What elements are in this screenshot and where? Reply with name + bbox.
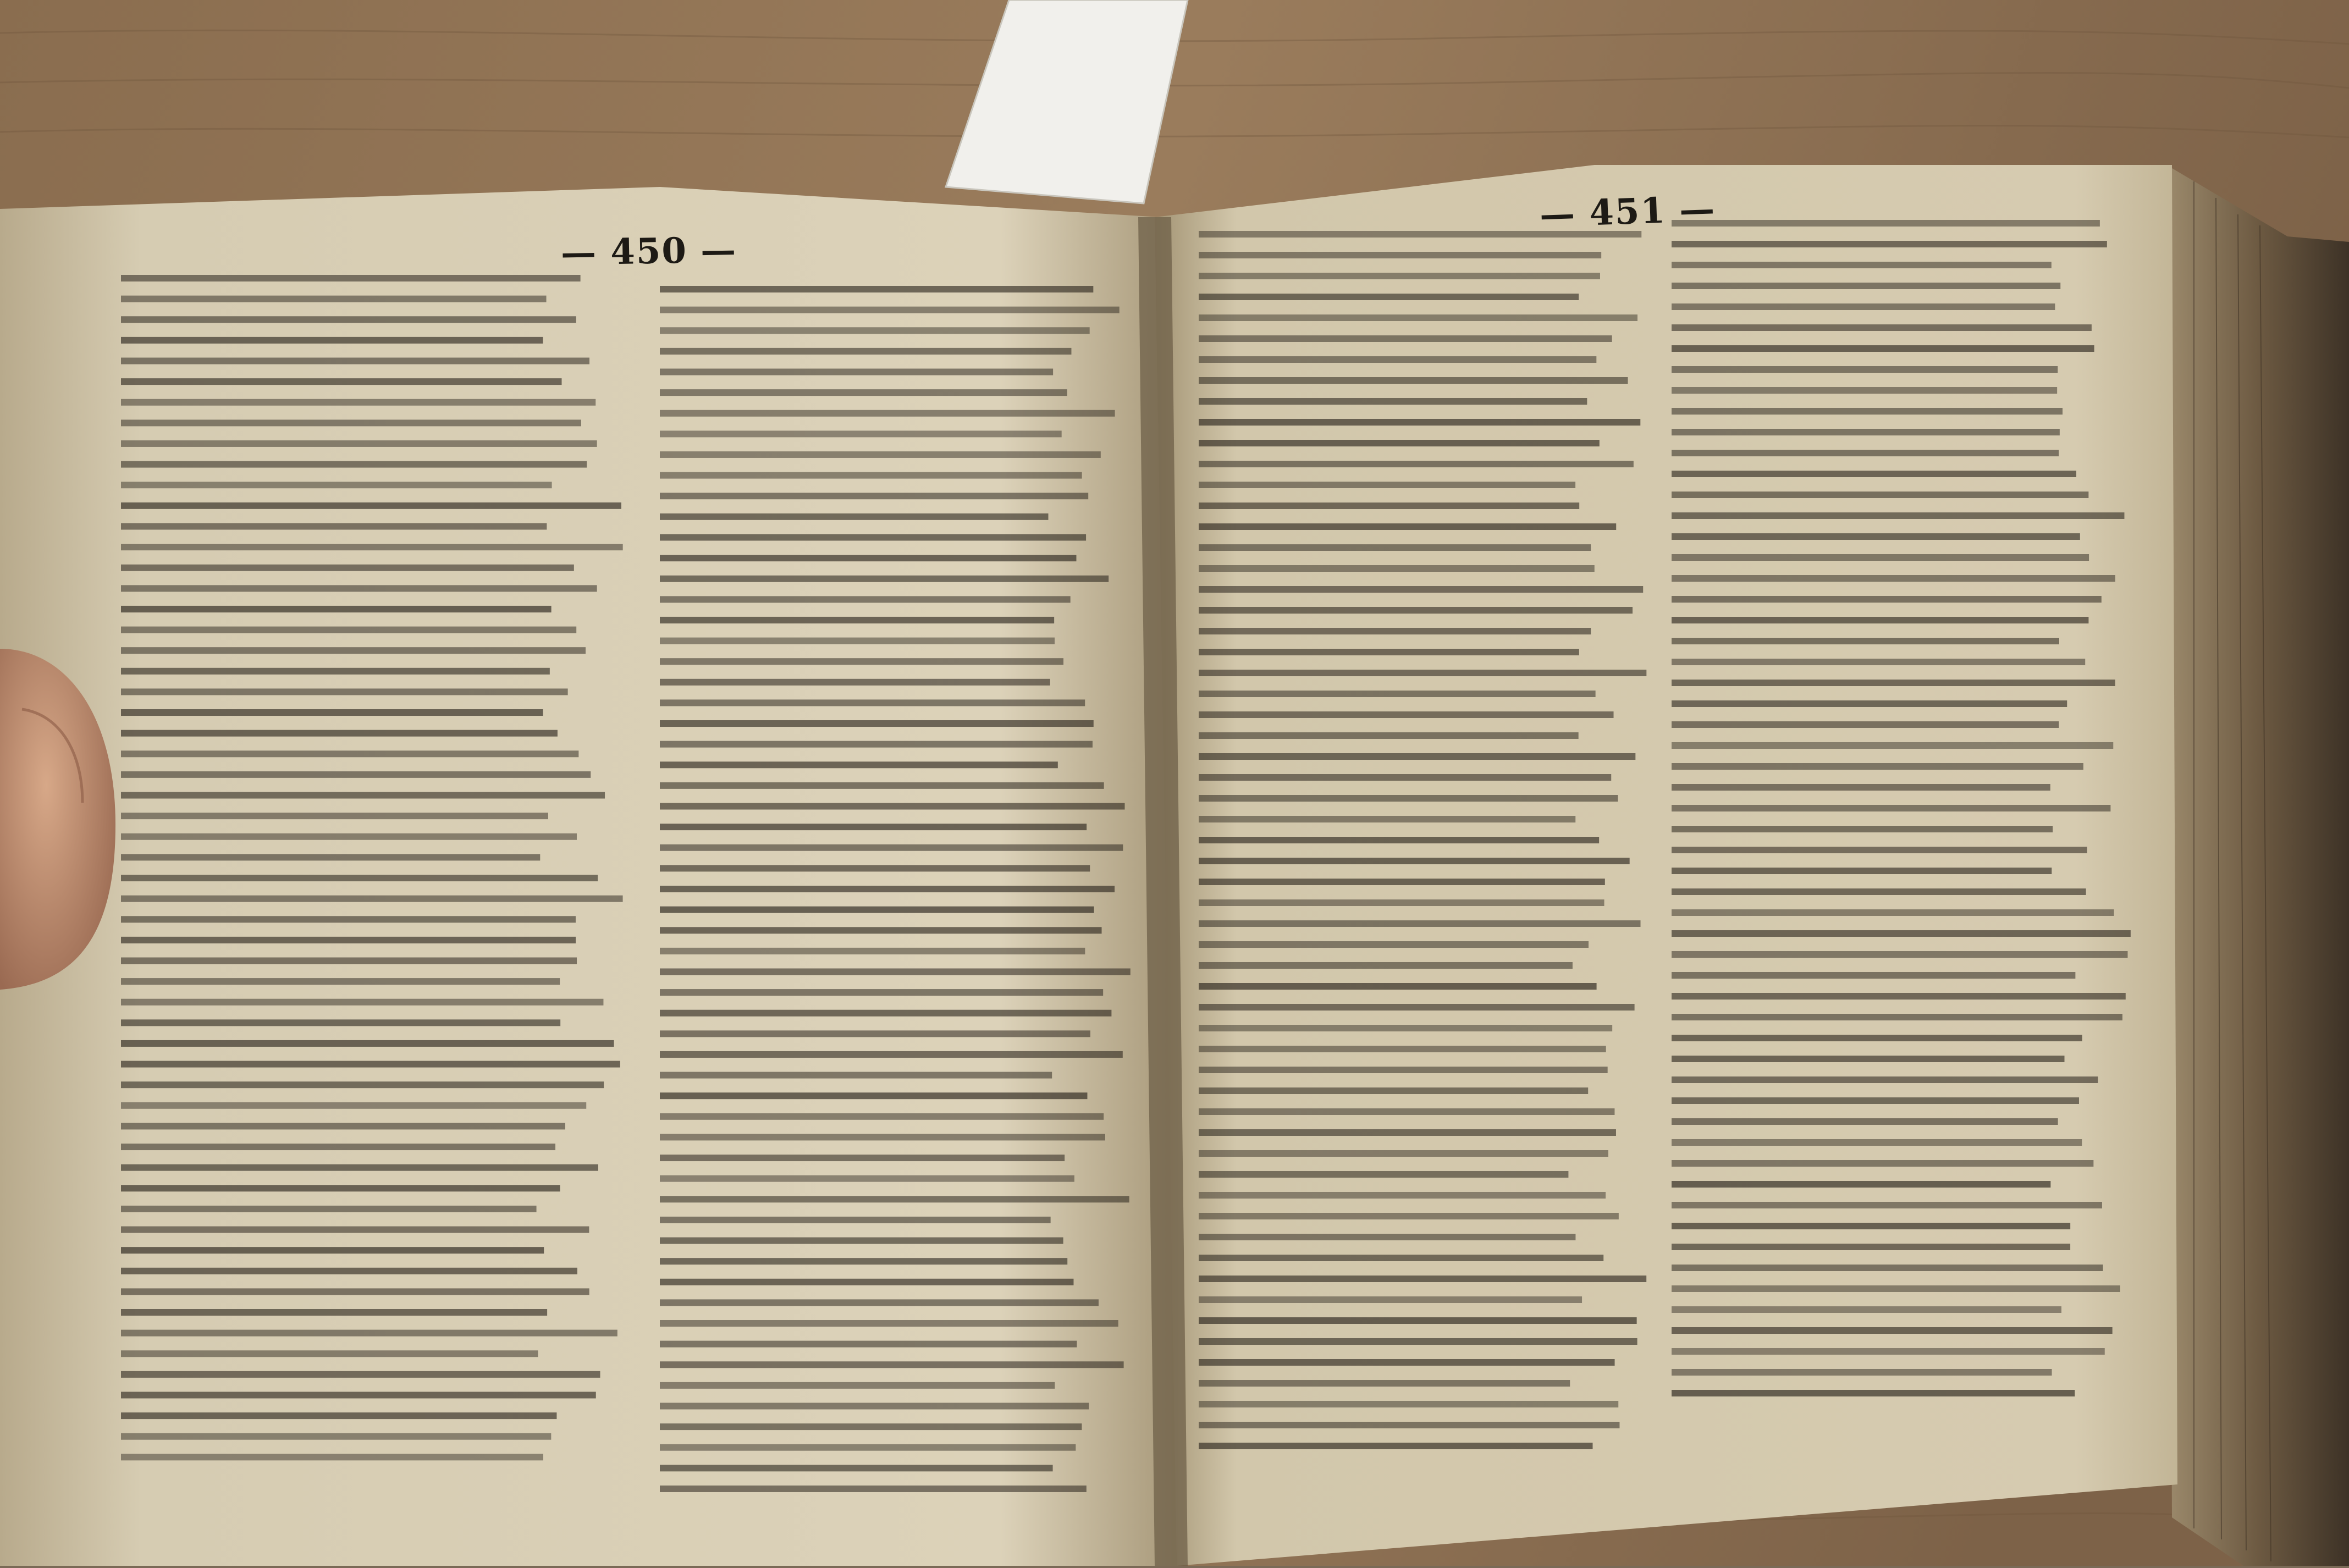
text-line [121, 896, 623, 902]
text-line [660, 699, 1085, 706]
text-line [1199, 356, 1596, 363]
text-line [1199, 1234, 1575, 1240]
text-line [660, 638, 1055, 644]
text-line [1672, 1097, 2079, 1104]
text-line [121, 957, 577, 964]
text-line [660, 617, 1054, 623]
text-line [1672, 429, 2060, 435]
text-line [1672, 1139, 2082, 1146]
text-line [1199, 1192, 1606, 1199]
text-line [1672, 1014, 2122, 1020]
text-line [660, 907, 1094, 913]
text-line [1199, 1359, 1615, 1366]
text-line [121, 668, 550, 675]
text-line [660, 1155, 1065, 1161]
text-line [1672, 1202, 2102, 1208]
text-line [121, 771, 591, 778]
text-line [1672, 868, 2052, 874]
text-line [1199, 753, 1635, 760]
text-line [660, 307, 1120, 313]
text-line [1672, 930, 2131, 937]
text-line [660, 679, 1050, 686]
text-line [1199, 649, 1579, 655]
text-line [1199, 1213, 1619, 1219]
text-line [121, 999, 603, 1006]
text-line [1199, 1025, 1612, 1031]
text-line [660, 1258, 1067, 1265]
text-line [1199, 941, 1589, 948]
text-line [660, 1403, 1089, 1409]
text-line [121, 833, 577, 840]
text-line [1199, 419, 1640, 426]
text-line [660, 865, 1090, 871]
text-line [660, 844, 1123, 851]
text-line [660, 327, 1090, 334]
text-line [1672, 262, 2052, 268]
text-line [1672, 596, 2102, 603]
text-line [1199, 503, 1579, 509]
text-line [1672, 680, 2115, 686]
text-line [660, 1320, 1118, 1327]
text-line [1672, 1076, 2098, 1083]
text-line [121, 296, 547, 302]
text-line [121, 916, 576, 923]
text-line [121, 792, 605, 799]
text-line [121, 1371, 600, 1378]
text-line [660, 741, 1093, 748]
text-line [1672, 575, 2115, 582]
text-line [1672, 888, 2086, 895]
text-line [121, 647, 586, 654]
text-line [121, 1433, 551, 1440]
text-line [1199, 586, 1643, 593]
text-line [1199, 440, 1600, 446]
text-line [121, 1206, 537, 1212]
text-line [1672, 1056, 2065, 1062]
text-line [121, 978, 560, 985]
text-line [1199, 879, 1605, 885]
text-line [121, 1144, 555, 1150]
text-line [121, 854, 540, 860]
text-line [121, 419, 581, 426]
text-line [1672, 450, 2059, 456]
text-line [660, 1217, 1051, 1223]
text-line [1199, 691, 1596, 697]
text-line [1199, 1067, 1608, 1073]
text-line [660, 782, 1104, 789]
text-line [1199, 252, 1601, 258]
text-line [1672, 763, 2083, 770]
text-line [660, 1175, 1074, 1182]
text-line [1672, 972, 2075, 979]
text-line [121, 1309, 547, 1316]
text-line [660, 514, 1049, 520]
text-line [1672, 283, 2060, 289]
text-line [1672, 554, 2089, 561]
text-line [121, 1164, 598, 1171]
text-line [660, 1092, 1087, 1099]
text-line [1199, 1317, 1637, 1324]
text-line [660, 534, 1086, 540]
text-line [1672, 1369, 2052, 1376]
text-line [1672, 805, 2110, 811]
text-line [121, 1268, 577, 1274]
text-line [121, 399, 595, 406]
text-line [121, 875, 598, 881]
text-line [1199, 294, 1579, 300]
text-line [1672, 220, 2100, 227]
text-line [660, 824, 1087, 830]
text-line [1199, 377, 1628, 384]
text-line [1672, 1118, 2058, 1125]
text-line [1199, 1255, 1603, 1261]
text-line [121, 1330, 617, 1337]
text-line [1199, 711, 1614, 718]
text-line [660, 389, 1067, 396]
text-line [660, 968, 1131, 975]
text-line [660, 1423, 1082, 1430]
text-line [660, 1196, 1129, 1202]
text-line [1199, 1129, 1616, 1136]
text-line [1199, 899, 1604, 906]
text-line [1672, 617, 2088, 623]
text-line [1199, 670, 1646, 676]
text-line [660, 1113, 1104, 1120]
text-line [1199, 732, 1579, 739]
text-line [121, 1227, 589, 1233]
text-line [121, 709, 543, 716]
text-line [121, 357, 589, 364]
text-line [660, 989, 1103, 996]
text-line [1199, 858, 1630, 864]
text-line [1199, 1380, 1570, 1387]
text-line [1199, 1338, 1637, 1345]
text-line [1672, 533, 2080, 540]
text-line [1199, 1004, 1635, 1011]
text-line [1672, 1306, 2061, 1313]
text-line [121, 627, 576, 633]
text-line [121, 503, 621, 509]
text-line [660, 430, 1062, 437]
text-line [1199, 962, 1573, 969]
text-line [121, 440, 597, 447]
text-line [1199, 816, 1575, 822]
text-line [121, 606, 552, 612]
text-line [1672, 700, 2067, 707]
text-line [660, 1465, 1053, 1471]
text-line [1199, 314, 1637, 321]
left-page-number: — 450 — [560, 229, 737, 274]
text-line [660, 1382, 1055, 1389]
text-line [121, 1040, 614, 1047]
text-line [660, 286, 1093, 292]
text-line [1199, 1422, 1619, 1428]
text-line [660, 1444, 1076, 1451]
text-line [660, 1072, 1052, 1079]
text-line [121, 1123, 565, 1129]
text-line [121, 378, 562, 385]
text-line [1672, 1035, 2082, 1041]
text-line [1199, 398, 1587, 405]
text-line [1672, 471, 2076, 477]
text-line [660, 720, 1094, 727]
text-line [660, 658, 1063, 665]
text-line [121, 688, 568, 695]
text-line [1672, 721, 2059, 728]
text-line [1199, 837, 1599, 843]
text-line [660, 348, 1071, 355]
text-line [1672, 742, 2113, 749]
text-line [660, 886, 1115, 892]
text-line [1672, 1348, 2105, 1355]
text-line [121, 544, 623, 550]
text-line [121, 937, 576, 943]
text-line [660, 927, 1102, 934]
text-line [1672, 909, 2114, 916]
text-line [1199, 482, 1575, 488]
text-line [1672, 303, 2055, 310]
text-line [660, 368, 1053, 375]
text-line [660, 761, 1058, 768]
text-line [1672, 993, 2126, 1000]
text-line [121, 1061, 620, 1068]
text-line [660, 1030, 1090, 1037]
text-line [1672, 366, 2058, 373]
text-line [121, 1392, 596, 1398]
text-line [121, 482, 552, 488]
text-line [1672, 784, 2050, 791]
text-line [1199, 273, 1600, 279]
text-line [121, 1350, 538, 1357]
text-line [660, 1486, 1087, 1492]
text-line [121, 337, 543, 344]
text-line [1672, 1244, 2070, 1250]
text-line [1199, 607, 1633, 614]
text-line [1199, 795, 1618, 802]
text-line [1199, 1087, 1588, 1094]
text-line [660, 1299, 1099, 1306]
text-line [1672, 387, 2057, 394]
text-line [1672, 324, 2092, 331]
text-line [121, 316, 576, 323]
text-line [1672, 241, 2107, 247]
text-line [660, 451, 1101, 458]
text-line [1672, 1390, 2075, 1396]
text-line [1672, 951, 2127, 958]
text-line [1672, 492, 2088, 498]
text-line [1199, 335, 1612, 342]
text-line [121, 1185, 560, 1191]
text-line [121, 565, 574, 571]
text-line [121, 730, 558, 737]
text-line [1199, 1296, 1582, 1303]
text-line [660, 555, 1076, 561]
text-line [1199, 1443, 1592, 1449]
text-line [660, 472, 1082, 479]
text-line [1199, 1108, 1614, 1115]
text-line [1199, 1171, 1568, 1178]
text-line [1672, 826, 2053, 832]
text-line [660, 493, 1088, 499]
text-line [1672, 638, 2059, 644]
text-line [121, 461, 587, 468]
text-line [1672, 408, 2063, 415]
text-line [660, 803, 1125, 810]
text-line [1199, 565, 1595, 572]
text-line [660, 596, 1071, 603]
text-line [1672, 659, 2085, 665]
text-line [1672, 1160, 2093, 1167]
text-line [121, 1102, 586, 1109]
text-line [660, 1010, 1111, 1017]
text-line [1672, 1265, 2103, 1271]
text-line [121, 750, 578, 757]
text-line [660, 1238, 1063, 1244]
text-line [660, 410, 1115, 417]
text-line [121, 523, 547, 529]
text-line [1672, 847, 2087, 853]
text-line [1199, 523, 1616, 530]
text-line [1199, 628, 1591, 634]
text-line [1199, 544, 1591, 551]
text-line [660, 1341, 1077, 1348]
text-line [660, 1134, 1105, 1140]
text-line [660, 1361, 1124, 1368]
text-line [121, 1081, 604, 1088]
text-line [660, 576, 1109, 582]
text-line [121, 1288, 589, 1295]
text-line [121, 813, 548, 819]
text-line [1672, 1181, 2050, 1188]
text-line [1672, 1285, 2120, 1292]
text-line [121, 1454, 543, 1460]
text-line [121, 1247, 544, 1254]
text-line [1199, 1150, 1608, 1157]
text-line [1199, 461, 1634, 467]
text-line [1672, 1327, 2113, 1334]
text-line [121, 275, 581, 281]
text-line [660, 1279, 1073, 1285]
text-line [1199, 774, 1611, 781]
text-line [1672, 345, 2094, 352]
text-line [1199, 983, 1597, 990]
text-line [1199, 920, 1641, 927]
text-line [121, 585, 597, 592]
text-line [1672, 512, 2124, 519]
text-line [1199, 1276, 1646, 1282]
text-line [660, 1051, 1123, 1058]
text-line [1672, 1223, 2070, 1229]
text-line [1199, 1401, 1618, 1407]
text-line [660, 948, 1085, 954]
right-page-number: — 451 — [1539, 188, 1717, 236]
text-line [121, 1412, 556, 1419]
text-line [1199, 1046, 1606, 1052]
right-page [1155, 165, 2177, 1566]
text-line [121, 1019, 560, 1026]
